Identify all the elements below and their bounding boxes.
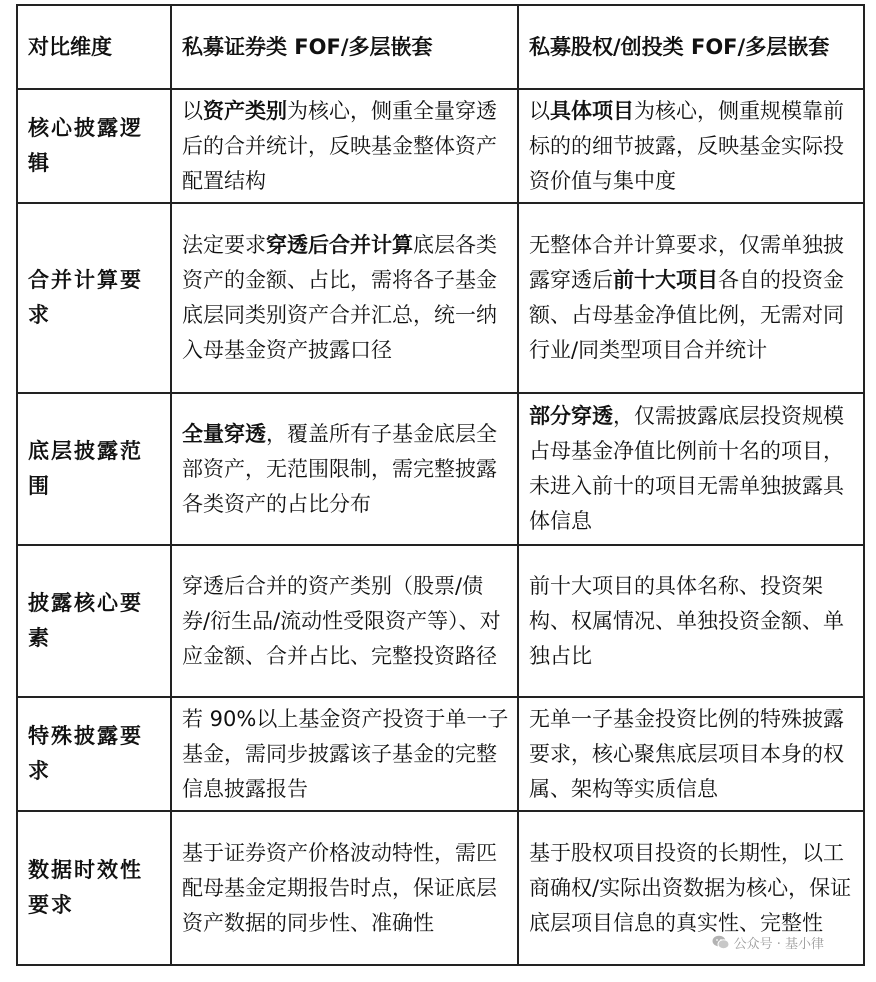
row-dimension: 核心披露逻辑 (17, 89, 171, 203)
table-row (17, 203, 864, 393)
row-dimension: 底层披露范围 (17, 393, 171, 545)
table-row (17, 89, 864, 203)
row-dimension: 披露核心要素 (17, 545, 171, 697)
equity-cell: 前十大项目的具体名称、投资架构、权属情况、单独投资金额、单独占比 (518, 545, 864, 697)
comparison-table (16, 4, 865, 966)
securities-cell: 法定要求穿透后合并计算底层各类资产的金额、占比，需将各子基金底层同类别资产合并汇总，统一纳入母基金资产披露口径 (171, 203, 518, 393)
header-dimension: 对比维度 (17, 5, 171, 89)
table-row (17, 393, 864, 545)
securities-cell: 若 90%以上基金资产投资于单一子基金，需同步披露该子基金的完整信息披露报告 (171, 697, 518, 811)
equity-cell: 无整体合并计算要求，仅需单独披露穿透后前十大项目各自的投资金额、占母基金净值比例，无需对同行业/同类型项目合并统计 (518, 203, 864, 393)
table-row (17, 545, 864, 697)
equity-cell: 无单一子基金投资比例的特殊披露要求，核心聚焦底层项目本身的权属、架构等实质信息 (518, 697, 864, 811)
row-dimension: 合并计算要求 (17, 203, 171, 393)
watermark-text: 公众号 · 基小律 (733, 937, 824, 952)
securities-cell: 以资产类别为核心，侧重全量穿透后的合并统计，反映基金整体资产配置结构 (171, 89, 518, 203)
equity-cell: 以具体项目为核心，侧重规模靠前标的的细节披露，反映基金实际投资价值与集中度 (518, 89, 864, 203)
equity-cell: 部分穿透，仅需披露底层投资规模占母基金净值比例前十名的项目，未进入前十的项目无需单独披露具体信息 (518, 393, 864, 545)
header-securities-fof: 私募证券类 FOF/多层嵌套 (171, 5, 518, 89)
securities-cell: 全量穿透，覆盖所有子基金底层全部资产，无范围限制，需完整披露各类资产的占比分布 (171, 393, 518, 545)
header-row (17, 5, 864, 89)
header-equity-fof: 私募股权/创投类 FOF/多层嵌套 (518, 5, 864, 89)
securities-cell: 穿透后合并的资产类别（股票/债券/衍生品/流动性受限资产等）、对应金额、合并占比、完整投资路径 (171, 545, 518, 697)
watermark (712, 933, 824, 952)
row-dimension: 数据时效性要求 (17, 811, 171, 965)
row-dimension: 特殊披露要求 (17, 697, 171, 811)
equity-cell: 基于股权项目投资的长期性，以工商确权/实际出资数据为核心，保证底层项目信息的真实性、完整性 (518, 811, 864, 965)
table-row (17, 697, 864, 811)
securities-cell: 基于证券资产价格波动特性，需匹配母基金定期报告时点，保证底层资产数据的同步性、准确性 (171, 811, 518, 965)
wechat-icon (712, 935, 730, 950)
